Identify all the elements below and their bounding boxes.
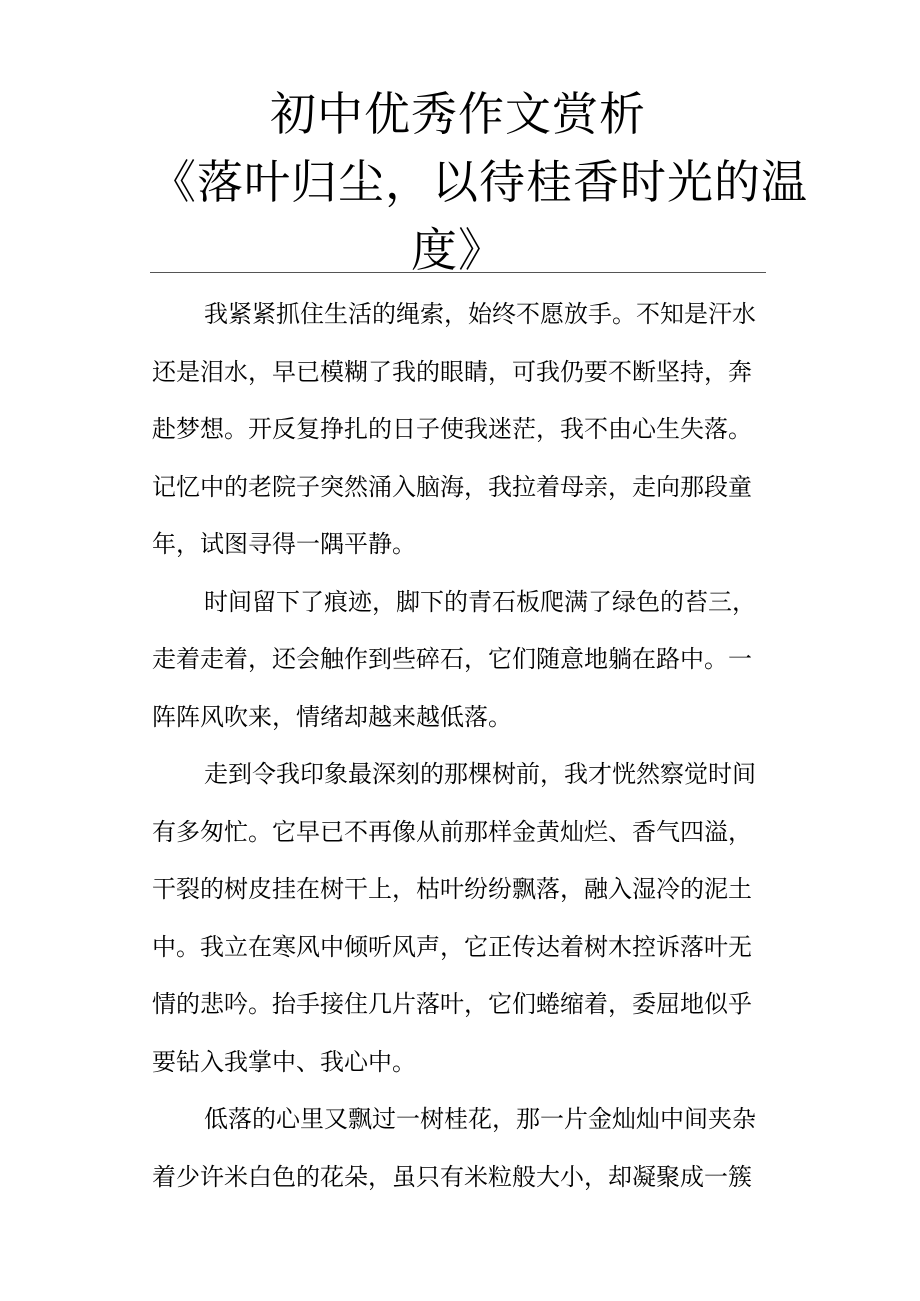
text-line: 低落的心里又飘过一树桂花，那一片金灿灿中间夹杂	[204, 1105, 756, 1133]
text-line: 时间留下了痕迹，脚下的青石板爬满了绿色的苔三，	[204, 587, 756, 616]
text-line: 记忆中的老院子突然涌入脑海，我拉着母亲，走向那段童	[152, 472, 752, 501]
text-line: 我紧紧抓住生活的绳索，始终不愿放手。不知是汗水	[204, 300, 756, 328]
text-line: 有多匆忙。它早已不再像从前那样金黄灿烂、香气四溢，	[152, 817, 752, 846]
title-line-2: 《落叶归尘，以待桂香时光的温	[150, 155, 808, 209]
text-line: 走着走着，还会触作到些碎石，它们随意地躺在路中。一	[152, 645, 752, 673]
text-line: 还是泪水，早已模糊了我的眼睛，可我仍要不断坚持，奔	[152, 357, 752, 386]
text-line: 中。我立在寒风中倾听风声，它正传达着树木控诉落叶无	[152, 932, 752, 961]
text-line: 阵阵风吹来，情绪却越来越低落。	[152, 702, 512, 731]
paragraph-1	[152, 286, 766, 574]
essay-body	[152, 286, 766, 1206]
essay-title	[150, 80, 808, 284]
text-line: 走到令我印象最深刻的那棵树前，我才恍然察觉时间	[204, 760, 756, 788]
text-line: 着少许米白色的花朵，虽只有米粒般大小，却凝聚成一簇	[152, 1162, 752, 1191]
paragraph-2	[152, 574, 766, 747]
paragraph-3	[152, 746, 766, 1091]
text-line: 要钻入我掌中、我心中。	[152, 1047, 416, 1076]
title-divider	[150, 272, 766, 273]
text-line: 年，试图寻得一隅平静。	[152, 530, 416, 558]
text-line: 干裂的树皮挂在树干上，枯叶纷纷飘落，融入湿冷的泥土	[152, 875, 752, 903]
paragraph-4	[152, 1091, 766, 1206]
title-line-3: 度》	[411, 223, 505, 277]
title-line-1: 初中优秀作文赏析	[270, 87, 646, 141]
text-line: 赴梦想。开反复挣扎的日子使我迷茫，我不由心生失落。	[152, 415, 752, 443]
text-line: 情的悲吟。抬手接住几片落叶，它们蜷缩着，委屈地似乎	[152, 990, 752, 1018]
